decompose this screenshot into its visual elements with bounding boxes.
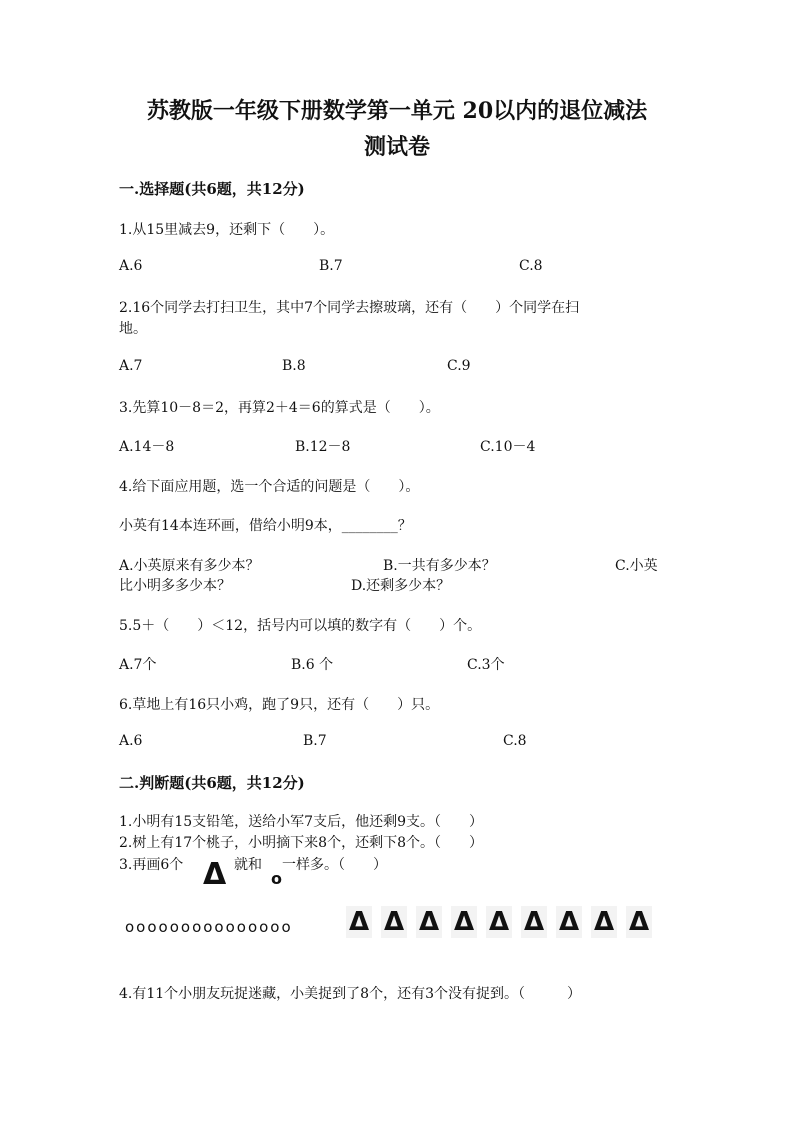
q1-option-b: B.7 <box>319 258 343 274</box>
q1-option-c: C.8 <box>519 258 543 274</box>
q2-option-c: C.9 <box>447 358 471 374</box>
question-1: 1.从15里减去9，还剩下（ ）。 <box>119 222 335 238</box>
triangle-row <box>346 906 652 938</box>
question-2-line1: 2.16个同学去打扫卫生，其中7个同学去擦玻璃，还有（ ）个同学在扫 <box>119 300 580 316</box>
q4-option-d: D.还剩多少本？ <box>351 578 451 594</box>
q6-option-b: B.7 <box>303 733 327 749</box>
triangle-icon: Δ <box>486 906 512 938</box>
triangle-icon: Δ <box>626 906 652 938</box>
triangle-icon: Δ <box>203 857 227 892</box>
q3-option-a: A.14－8 <box>119 439 175 455</box>
judge-2: 2.树上有17个桃子，小明摘下来8个，还剩下8个。（ ） <box>119 835 483 851</box>
circle-icon: o <box>271 869 282 888</box>
triangle-icon: Δ <box>451 906 477 938</box>
triangle-icon: Δ <box>556 906 582 938</box>
q2-option-a: A.7 <box>119 358 143 374</box>
q4-option-c-cont: 比小明多多少本？ <box>119 578 231 594</box>
q5-option-c: C.3个 <box>467 657 505 673</box>
judge-3-part2: 就和 <box>234 857 262 873</box>
circle-row: ooooooooooooooo <box>125 918 293 936</box>
q3-option-b: B.12－8 <box>295 439 351 455</box>
q5-option-a: A.7个 <box>119 657 157 673</box>
judge-1: 1.小明有15支铅笔，送给小军7支后，他还剩9支。（ ） <box>119 814 483 830</box>
page-subtitle: 测试卷 <box>363 134 430 160</box>
section-heading-judge: 二.判断题(共6题，共12分) <box>119 774 305 792</box>
q6-option-a: A.6 <box>119 733 143 749</box>
q6-option-c: C.8 <box>503 733 527 749</box>
q4-option-b: B.一共有多少本？ <box>383 558 496 574</box>
q3-option-c: C.10－4 <box>480 439 536 455</box>
judge-3-part1: 3.再画6个 <box>119 857 184 873</box>
question-6: 6.草地上有16只小鸡，跑了9只，还有（ ）只。 <box>119 697 440 713</box>
question-5: 5.5＋（ ）＜12，括号内可以填的数字有（ ）个。 <box>119 618 482 634</box>
triangle-icon: Δ <box>521 906 547 938</box>
judge-3-part3: 一样多。（ ） <box>282 857 387 873</box>
q2-option-b: B.8 <box>282 358 306 374</box>
q4-option-c: C.小英 <box>615 558 658 574</box>
triangle-icon: Δ <box>381 906 407 938</box>
q5-option-b: B.6 个 <box>291 657 334 673</box>
judge-4: 4.有11个小朋友玩捉迷藏，小美捉到了8个，还有3个没有捉到。（ ） <box>119 986 581 1002</box>
triangle-icon: Δ <box>346 906 372 938</box>
section-heading-choice: 一.选择题(共6题，共12分) <box>119 180 305 198</box>
q1-option-a: A.6 <box>119 258 143 274</box>
page-title: 苏教版一年级下册数学第一单元 20以内的退位减法 <box>146 98 648 124</box>
question-4-problem: 小英有14本连环画，借给小明9本，________？ <box>119 518 412 534</box>
q4-option-a: A.小英原来有多少本？ <box>119 558 260 574</box>
question-4: 4.给下面应用题，选一个合适的问题是（ ）。 <box>119 479 420 495</box>
triangle-icon: Δ <box>591 906 617 938</box>
question-2-line2: 地。 <box>119 321 147 337</box>
triangle-icon: Δ <box>416 906 442 938</box>
question-3: 3.先算10－8＝2，再算2＋4＝6的算式是（ ）。 <box>119 400 440 416</box>
